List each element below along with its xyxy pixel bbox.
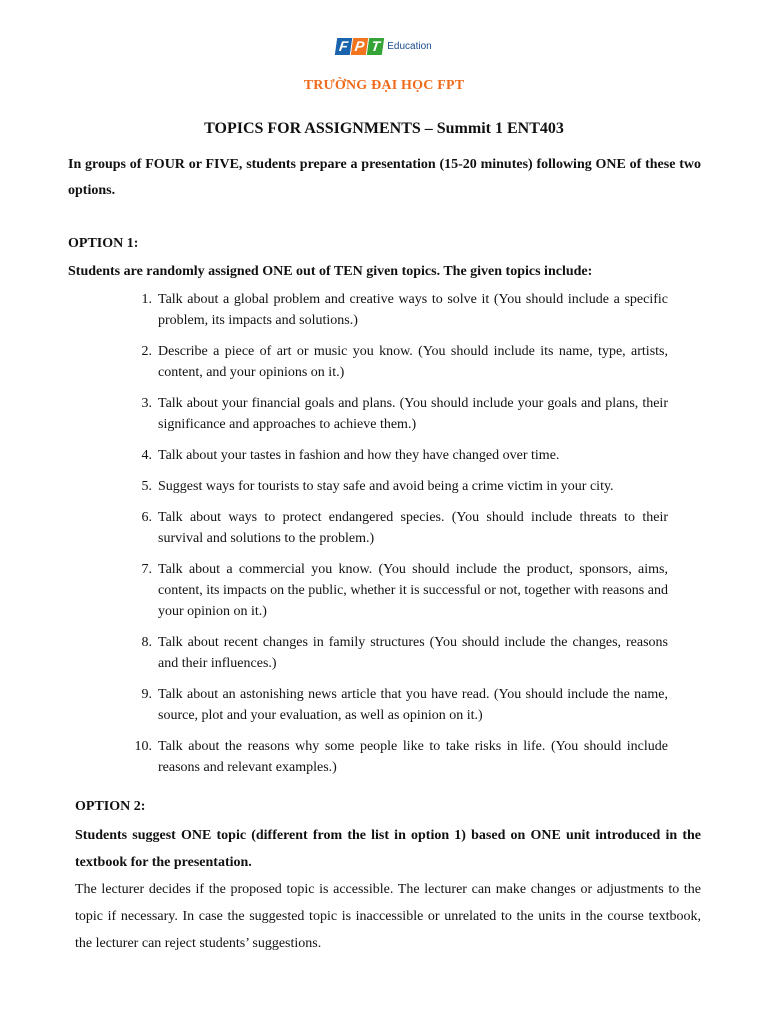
logo bbox=[0, 38, 768, 56]
list-item bbox=[128, 684, 668, 726]
list-item bbox=[128, 289, 668, 331]
topic-number: 2. bbox=[141, 344, 152, 359]
topic-text: Talk about a global problem and creative ways to solve it (You should include a specific problem, its impacts and solutions.) bbox=[158, 292, 668, 328]
topic-text: Talk about your tastes in fashion and how they have changed over time. bbox=[158, 448, 560, 463]
topic-number: 3. bbox=[141, 396, 152, 411]
list-item bbox=[128, 559, 668, 622]
option2-heading: OPTION 2: bbox=[75, 799, 146, 814]
topic-number: 7. bbox=[141, 562, 152, 577]
topic-text: Describe a piece of art or music you know. (You should include its name, type, artists, content, and your opinions on it.) bbox=[158, 344, 668, 380]
logo-suffix: Education bbox=[387, 41, 432, 52]
topic-number: 8. bbox=[141, 635, 152, 650]
list-item bbox=[128, 632, 668, 674]
list-item bbox=[128, 476, 668, 497]
topic-text: Talk about an astonishing news article that you have read. (You should include the name, source, plot and your evaluation, as well as opinion on it.) bbox=[158, 687, 668, 723]
topic-list bbox=[128, 289, 668, 788]
option1-description: Students are randomly assigned ONE out of TEN given topics. The given topics include: bbox=[68, 264, 593, 279]
list-item bbox=[128, 445, 668, 466]
topic-number: 5. bbox=[141, 479, 152, 494]
topic-text: Talk about recent changes in family structures (You should include the changes, reasons and their influences.) bbox=[158, 635, 668, 671]
topic-number: 4. bbox=[141, 448, 152, 463]
topic-number: 6. bbox=[141, 510, 152, 525]
logo-letter-f: F bbox=[335, 38, 352, 55]
topic-text: Talk about a commercial you know. (You should include the product, sponsors, aims, content, its impacts on the public, whether it is successful or not, together with reasons and your opinion on it.) bbox=[158, 562, 668, 619]
school-name: TRƯỜNG ĐẠI HỌC FPT bbox=[303, 78, 465, 93]
intro-paragraph: In groups of FOUR or FIVE, students prepare a presentation (15-20 minutes) following ONE of these two options. bbox=[68, 157, 701, 198]
fpt-logo-tiles bbox=[336, 38, 384, 55]
logo-letter-t: T bbox=[367, 38, 384, 55]
topic-text: Talk about your financial goals and plans. (You should include your goals and plans, their significance and approaches to achieve them.) bbox=[158, 396, 668, 432]
logo-letter-p: P bbox=[351, 38, 368, 55]
page-title: TOPICS FOR ASSIGNMENTS – Summit 1 ENT403 bbox=[204, 120, 564, 137]
topic-text: Suggest ways for tourists to stay safe and avoid being a crime victim in your city. bbox=[158, 479, 614, 494]
option2-body: The lecturer decides if the proposed topic is accessible. The lecturer can make changes or adjustments to the topic if necessary. In case the suggested topic is inaccessible or unrelated to the units in the course textbook, the lecturer can reject students’ suggestions. bbox=[75, 882, 701, 951]
option1-heading: OPTION 1: bbox=[68, 236, 139, 251]
option2-description: Students suggest ONE topic (different from the list in option 1) based on ONE unit introduced in the textbook for the presentation. bbox=[75, 828, 701, 870]
topic-number: 10. bbox=[134, 739, 152, 754]
topic-text: Talk about the reasons why some people like to take risks in life. (You should include reasons and relevant examples.) bbox=[158, 739, 668, 775]
topic-number: 1. bbox=[141, 292, 152, 307]
list-item bbox=[128, 341, 668, 383]
topic-text: Talk about ways to protect endangered species. (You should include threats to their survival and solutions to the problem.) bbox=[158, 510, 668, 546]
list-item bbox=[128, 736, 668, 778]
topic-number: 9. bbox=[141, 687, 152, 702]
list-item bbox=[128, 393, 668, 435]
list-item bbox=[128, 507, 668, 549]
